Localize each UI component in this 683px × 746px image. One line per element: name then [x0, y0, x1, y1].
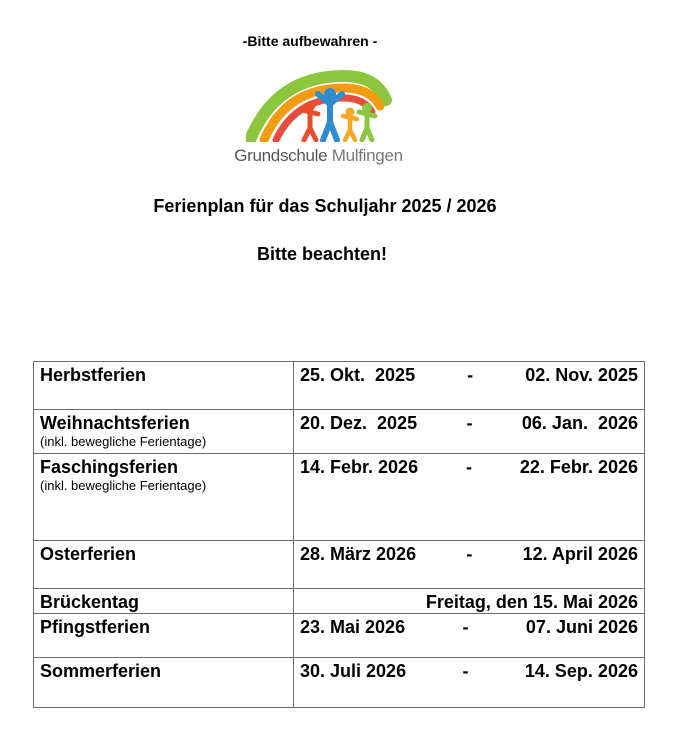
school-name-secondary: Mulfingen: [331, 146, 403, 165]
school-name-primary: Grundschule: [234, 146, 328, 165]
holiday-name-cell: [34, 410, 294, 454]
holiday-name: Herbstferien: [40, 365, 147, 385]
holiday-name: Osterferien: [40, 544, 137, 564]
holiday-start: 20. Dez. 2025: [300, 413, 418, 433]
holiday-start: 25. Okt. 2025: [300, 365, 416, 385]
holiday-name: Faschingsferien: [40, 457, 179, 477]
holiday-name-cell: [34, 454, 294, 541]
holiday-end: 22. Febr. 2026: [519, 457, 638, 477]
holiday-name-cell: [34, 614, 294, 658]
holiday-start: 30. Juli 2026: [300, 661, 407, 681]
holiday-start: 28. März 2026: [300, 544, 417, 564]
holiday-name-cell: [34, 589, 294, 614]
holiday-name: Sommerferien: [40, 661, 162, 681]
rainbow-family-icon: [246, 70, 396, 142]
holiday-start: 23. Mai 2026: [300, 617, 406, 637]
date-separator: -: [466, 413, 473, 433]
holiday-dates-cell: [294, 589, 645, 614]
holiday-dates-cell: [294, 614, 645, 658]
holiday-name-cell: [34, 362, 294, 410]
date-separator: -: [466, 544, 473, 564]
table-row: [34, 658, 645, 708]
holiday-start: 14. Febr. 2026: [300, 457, 419, 477]
table-row: [34, 454, 645, 541]
table-row: [34, 614, 645, 658]
date-separator: -: [462, 661, 469, 681]
table-row: [34, 589, 645, 614]
holiday-dates-cell: [294, 541, 645, 589]
table-row: [34, 410, 645, 454]
table-row: [34, 362, 645, 410]
holiday-dates-cell: [294, 658, 645, 708]
table-row: [34, 541, 645, 589]
holiday-name: Weihnachtsferien: [40, 413, 190, 433]
holiday-dates-cell: [294, 454, 645, 541]
date-separator: -: [466, 457, 472, 477]
holiday-name: Pfingstferien: [40, 617, 151, 637]
figure-orange-icon: [343, 108, 357, 141]
keep-note: -Bitte aufbewahren -: [242, 33, 378, 49]
holiday-end: 12. April 2026: [522, 544, 638, 564]
holiday-end: 07. Juni 2026: [525, 617, 638, 637]
holiday-note: (inkl. bewegliche Ferientage): [40, 478, 207, 493]
holiday-dates-cell: [294, 410, 645, 454]
figure-blue-icon: [318, 88, 342, 140]
holiday-note: (inkl. bewegliche Ferientage): [40, 434, 207, 449]
holiday-name-cell: [34, 541, 294, 589]
school-name: [226, 146, 411, 166]
page-subtitle: Bitte beachten!: [256, 244, 388, 264]
holiday-end: 14. Sep. 2026: [524, 661, 638, 681]
holiday-table: [33, 361, 645, 708]
holiday-end: 02. Nov. 2025: [525, 365, 638, 385]
date-separator: -: [467, 365, 474, 385]
holiday-name-cell: [34, 658, 294, 708]
holiday-single-date: Freitag, den 15. Mai 2026: [425, 592, 638, 612]
holiday-name: Brückentag: [40, 592, 140, 612]
page-title: Ferienplan für das Schuljahr 2025 / 2026: [153, 196, 497, 216]
date-separator: -: [462, 617, 469, 637]
holiday-dates-cell: [294, 362, 645, 410]
holiday-end: 06. Jan. 2026: [521, 413, 638, 433]
school-logo: [226, 70, 411, 170]
